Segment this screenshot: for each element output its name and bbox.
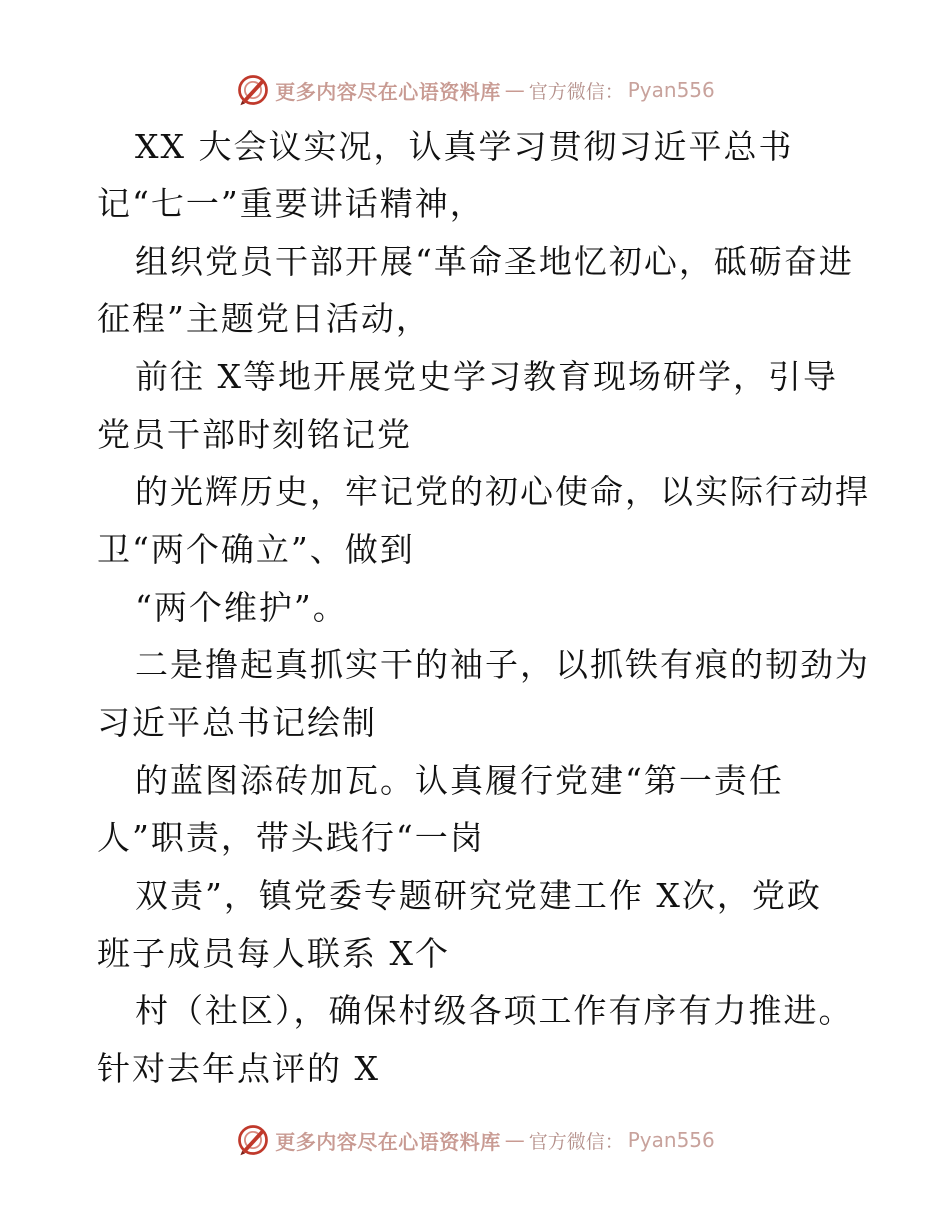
text-line: 针对去年点评的 X bbox=[97, 1049, 380, 1088]
text-line: 卫“两个确立”、做到 bbox=[97, 530, 415, 569]
text-line: 双责”，镇党委专题研究党建工作 X次，党政 bbox=[135, 876, 822, 915]
watermark-separator: — bbox=[504, 1128, 525, 1152]
text-line: XX 大会议实况，认真学习贯彻习近平总书 bbox=[135, 127, 794, 166]
text-line: 党员干部时刻铭记党 bbox=[97, 415, 412, 454]
header-watermark bbox=[0, 70, 950, 110]
text-line: 人”职责，带头践行“一岗 bbox=[97, 818, 485, 857]
watermark-account: Pyan556 bbox=[627, 1128, 715, 1152]
text-line: 前往 X等地开展党史学习教育现场研学，引导 bbox=[135, 357, 838, 396]
text-line: “两个维护”。 bbox=[135, 588, 348, 627]
text-line: 班子成员每人联系 X个 bbox=[97, 934, 450, 973]
watermark-account: Pyan556 bbox=[627, 78, 715, 102]
watermark-separator: — bbox=[504, 78, 525, 102]
text-line: 二是撸起真抓实干的袖子，以抓铁有痕的韧劲为 bbox=[135, 645, 870, 684]
text-line: 组织党员干部开展“革命圣地忆初心，砥砺奋进 bbox=[135, 242, 854, 281]
watermark-text: 更多内容尽在心语资料库 bbox=[275, 1129, 501, 1154]
text-line: 村（社区），确保村级各项工作有序有力推进。 bbox=[135, 991, 854, 1030]
text-line: 习近平总书记绘制 bbox=[97, 703, 377, 742]
watermark-text: 更多内容尽在心语资料库 bbox=[275, 79, 501, 104]
text-line: 记“七一”重要讲话精神， bbox=[97, 184, 485, 223]
watermark-official-label: 官方微信： bbox=[528, 1130, 624, 1153]
watermark-official-label: 官方微信： bbox=[528, 80, 624, 103]
text-line: 的蓝图添砖加瓦。认真履行党建“第一责任 bbox=[135, 761, 784, 800]
footer-watermark bbox=[0, 1120, 950, 1160]
pen-logo-icon bbox=[235, 72, 271, 108]
text-line: 征程”主题党日活动， bbox=[97, 299, 431, 338]
text-line: 的光辉历史，牢记党的初心使命，以实际行动捍 bbox=[135, 472, 870, 511]
pen-logo-icon bbox=[235, 1122, 271, 1158]
